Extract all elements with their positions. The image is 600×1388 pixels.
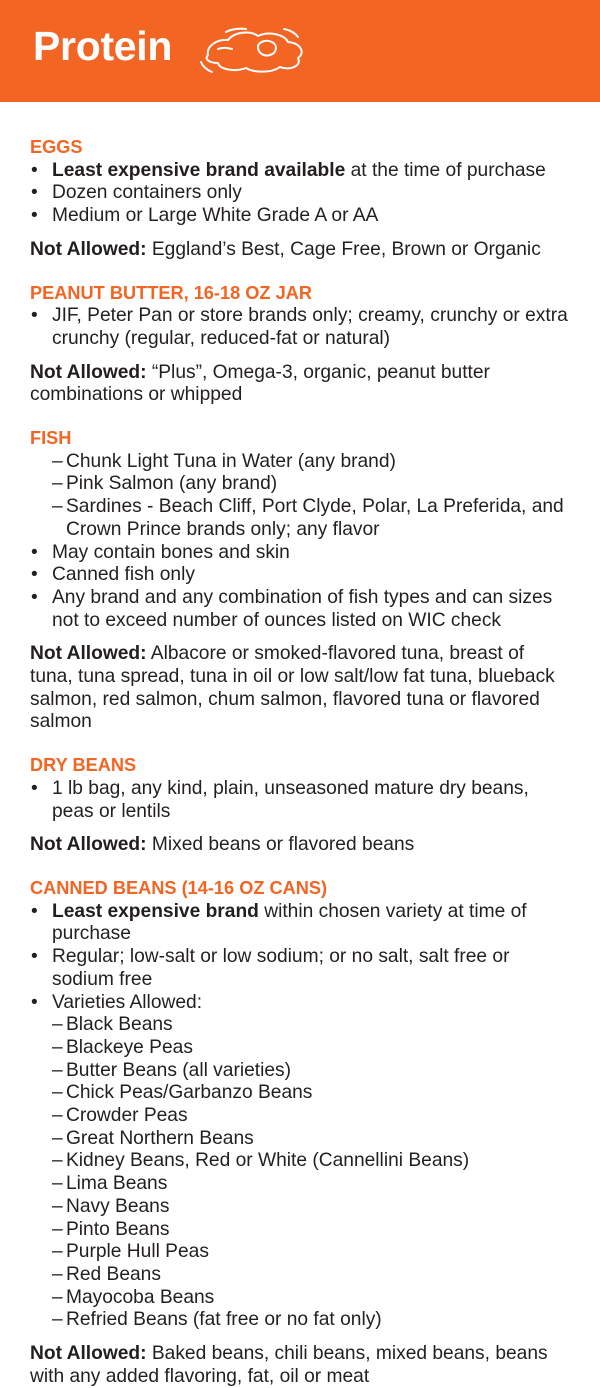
list-item: • Medium or Large White Grade A or AA: [30, 205, 570, 228]
list-item: • JIF, Peter Pan or store brands only; creamy, crunchy or extra crunchy (regular, reduced-fat or natural): [30, 305, 570, 350]
peanut-butter-list: [30, 305, 570, 350]
not-allowed-note: Not Allowed: Mixed beans or flavored beans: [30, 834, 415, 856]
list-item: • Dozen containers only: [30, 182, 570, 205]
list-item: • Varieties Allowed:: [30, 992, 570, 1015]
section-title: CANNED BEANS (14-16 OZ CANS): [30, 877, 328, 898]
canned-beans-list: [30, 901, 570, 1015]
list-item: • Canned fish only: [30, 564, 570, 587]
list-item: – Chunk Light Tuna in Water (any brand): [52, 450, 396, 472]
not-allowed-note: Not Allowed: “Plus”, Omega-3, organic, peanut butter combinations or whipped: [30, 361, 490, 406]
section-title: FISH: [30, 428, 72, 449]
variety-item: – Black Beans: [52, 1014, 173, 1036]
variety-item: – Chick Peas/Garbanzo Beans: [52, 1082, 313, 1104]
canned-beans-section: [30, 877, 570, 1388]
variety-item: – Lima Beans: [52, 1173, 168, 1195]
variety-item: – Butter Beans (all varieties): [52, 1059, 292, 1081]
not-allowed-note: Not Allowed: Eggland’s Best, Cage Free, Brown or Organic: [30, 238, 541, 260]
list-item: • Regular; low-salt or low sodium; or no salt, salt free or sodium free: [30, 946, 570, 991]
varieties-list: [30, 1014, 570, 1332]
not-allowed-note: Not Allowed: Baked beans, chili beans, mixed beans, beans with any added flavoring, fat, oil or meat: [30, 1343, 548, 1387]
eggs-list: [30, 160, 570, 228]
header-banner: [0, 0, 600, 102]
list-item: • May contain bones and skin: [30, 542, 570, 565]
variety-item: – Refried Beans (fat free or no fat only): [52, 1309, 382, 1331]
variety-item: – Crowder Peas: [52, 1105, 188, 1127]
section-title: EGGS: [30, 137, 83, 157]
list-item: – Pink Salmon (any brand): [52, 473, 278, 495]
eggs-section: [30, 136, 570, 262]
list-item: • Any brand and any combination of fish types and can sizes not to exceed number of ounces listed on WIC check: [30, 587, 570, 632]
content: [0, 102, 600, 1388]
variety-item: – Navy Beans: [52, 1195, 170, 1217]
fish-section: [30, 427, 570, 734]
variety-item: – Pinto Beans: [52, 1218, 170, 1240]
variety-item: – Great Northern Beans: [52, 1127, 254, 1149]
variety-item: – Kidney Beans, Red or White (Cannellini Beans): [52, 1150, 470, 1172]
peanut-butter-section: [30, 282, 570, 408]
variety-item: – Mayocoba Beans: [52, 1286, 215, 1308]
list-item: • Least expensive brand within chosen variety at time of purchase: [30, 901, 570, 946]
list-item: • Least expensive brand available at the time of purchase: [30, 160, 570, 183]
dry-beans-list: [30, 778, 570, 823]
variety-item: – Red Beans: [52, 1263, 161, 1285]
variety-item: – Blackeye Peas: [52, 1036, 193, 1058]
fish-list: [30, 542, 570, 633]
list-item: – Sardines - Beach Cliff, Port Clyde, Polar, La Preferida, and Crown Prince brands only; any flavor: [52, 496, 564, 540]
not-allowed-note: Not Allowed: Albacore or smoked-flavored tuna, breast of tuna, tuna spread, tuna in oil or low salt/low fat tuna, blueback salmon, red salmon, chum salmon, flavored tuna or flavored salmon: [30, 643, 555, 733]
section-title: DRY BEANS: [30, 755, 137, 776]
section-title: PEANUT BUTTER, 16-18 OZ JAR: [30, 282, 312, 303]
fried-egg-icon: [198, 25, 310, 77]
variety-item: – Purple Hull Peas: [52, 1241, 209, 1263]
list-item: • 1 lb bag, any kind, plain, unseasoned mature dry beans, peas or lentils: [30, 778, 570, 823]
page-title: Protein: [33, 23, 173, 69]
dry-beans-section: [30, 754, 570, 857]
